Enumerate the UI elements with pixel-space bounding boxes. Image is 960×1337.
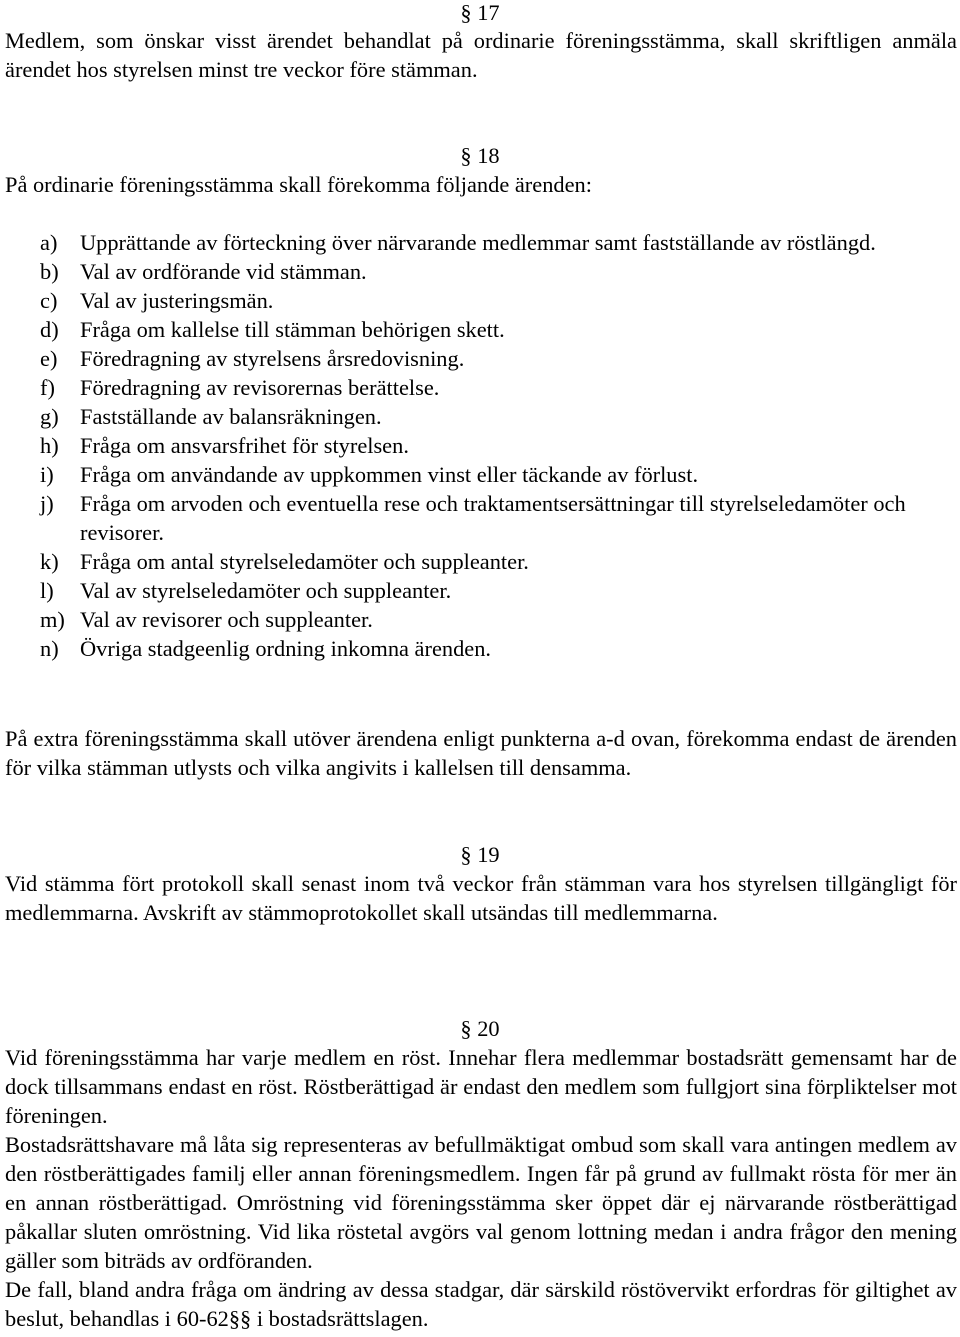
- list-item: [40, 547, 920, 576]
- list-item-marker: k): [40, 549, 59, 574]
- list-item: [40, 460, 920, 489]
- section-20-paragraph-1: Vid föreningsstämma har varje medlem en röst. Innehar flera medlemmar bostadsrätt gemensamt har de dock tillsammans endast en röst. Röstberättigad är endast den medlem som fullgjort sina förpliktelser mot föreningen.: [5, 1045, 957, 1128]
- section-20-paragraph-2: Bostadsrättshavare må låta sig representeras av befullmäktigat ombud som skall vara antingen medlem av den röstberättigades familj eller annan föreningsmedlem. Ingen får på grund av fullmakt rösta för mer än en annan röstberättigad. Omröstning vid föreningsstämma sker öppet där ej närvarande röstberättigad påkallar sluten omröstning. Vid lika röstetal avgörs val genom lottning medan i andra frågor den mening gäller som biträds av ordföranden.: [5, 1132, 957, 1273]
- section-19-paragraph: Vid stämma fört protokoll skall senast inom två veckor från stämman vara hos styrelsen tillgängligt för medlemmarna. Avskrift av stämmoprotokollet skall utsändas till medlemmarna.: [5, 871, 957, 925]
- list-item: [40, 634, 920, 663]
- list-item: [40, 605, 920, 634]
- list-item-marker: c): [40, 288, 58, 313]
- list-item-text: Val av justeringsmän.: [80, 288, 274, 313]
- section-18-extra-paragraph: På extra föreningsstämma skall utöver ärendena enligt punkterna a-d ovan, förekomma endast de ärenden för vilka stämman utlysts och vilka angivits i kallelsen till densamma.: [5, 726, 957, 780]
- list-item-marker: g): [40, 404, 59, 429]
- list-item: [40, 402, 920, 431]
- list-item: [40, 344, 920, 373]
- section-18-extra-block: [5, 724, 957, 782]
- list-item-text: Val av revisorer och suppleanter.: [80, 607, 373, 632]
- section-17-paragraph: Medlem, som önskar visst ärendet behandlat på ordinarie föreningsstämma, skall skriftligen anmäla ärendet hos styrelsen minst tre veckor före stämman.: [5, 28, 957, 82]
- list-item-text: Fråga om ansvarsfrihet för styrelsen.: [80, 433, 409, 458]
- section-17-body: [5, 26, 957, 84]
- list-item-marker: d): [40, 317, 59, 342]
- list-item-text: Val av ordförande vid stämman.: [80, 259, 367, 284]
- section-18-intro: På ordinarie föreningsstämma skall förekomma följande ärenden:: [5, 172, 592, 197]
- list-item-text: Övriga stadgeenlig ordning inkomna ärenden.: [80, 636, 492, 661]
- section-20-heading: § 20: [460, 1016, 500, 1041]
- list-item-text: Fråga om antal styrelseledamöter och suppleanter.: [80, 549, 529, 574]
- list-item-marker: n): [40, 636, 59, 661]
- list-item: [40, 431, 920, 460]
- section-20-paragraph-3: De fall, bland andra fråga om ändring av dessa stadgar, där särskild röstövervikt erfordras för giltighet av beslut, behandlas i 60-62§§ i bostadsrättslagen.: [5, 1277, 957, 1331]
- list-item-text: Fråga om arvoden och eventuella rese och traktamentsersättningar till styrelseledamöter och revisorer.: [80, 491, 906, 545]
- list-item-text: Val av styrelseledamöter och suppleanter.: [80, 578, 452, 603]
- list-item: [40, 286, 920, 315]
- list-item-marker: a): [40, 230, 58, 255]
- list-item-text: Föredragning av styrelsens årsredovisning.: [80, 346, 465, 371]
- list-item-text: Föredragning av revisorernas berättelse.: [80, 375, 440, 400]
- list-item-text: Fråga om användande av uppkommen vinst eller täckande av förlust.: [80, 462, 699, 487]
- list-item-marker: i): [40, 462, 54, 487]
- section-19-body: [5, 869, 957, 927]
- list-item: [40, 576, 920, 605]
- list-item-marker: e): [40, 346, 58, 371]
- list-item-marker: m): [40, 607, 65, 632]
- list-item: [40, 489, 920, 547]
- list-item-text: Upprättande av förteckning över närvarande medlemmar samt fastställande av röstlängd.: [80, 230, 876, 255]
- section-20-body: [5, 1043, 957, 1333]
- list-item: [40, 228, 920, 257]
- section-17-heading: § 17: [460, 0, 500, 25]
- list-item-text: Fråga om kallelse till stämman behörigen skett.: [80, 317, 505, 342]
- list-item-marker: f): [40, 375, 55, 400]
- section-19-heading: § 19: [460, 842, 500, 867]
- list-item-text: Fastställande av balansräkningen.: [80, 404, 382, 429]
- list-item: [40, 315, 920, 344]
- section-18-intro-block: [5, 170, 957, 199]
- list-item: [40, 257, 920, 286]
- list-item-marker: h): [40, 433, 59, 458]
- list-item-marker: j): [40, 491, 54, 516]
- agenda-list: [40, 228, 920, 663]
- list-item-marker: b): [40, 259, 59, 284]
- list-item: [40, 373, 920, 402]
- section-18-heading: § 18: [460, 143, 500, 168]
- list-item-marker: l): [40, 578, 54, 603]
